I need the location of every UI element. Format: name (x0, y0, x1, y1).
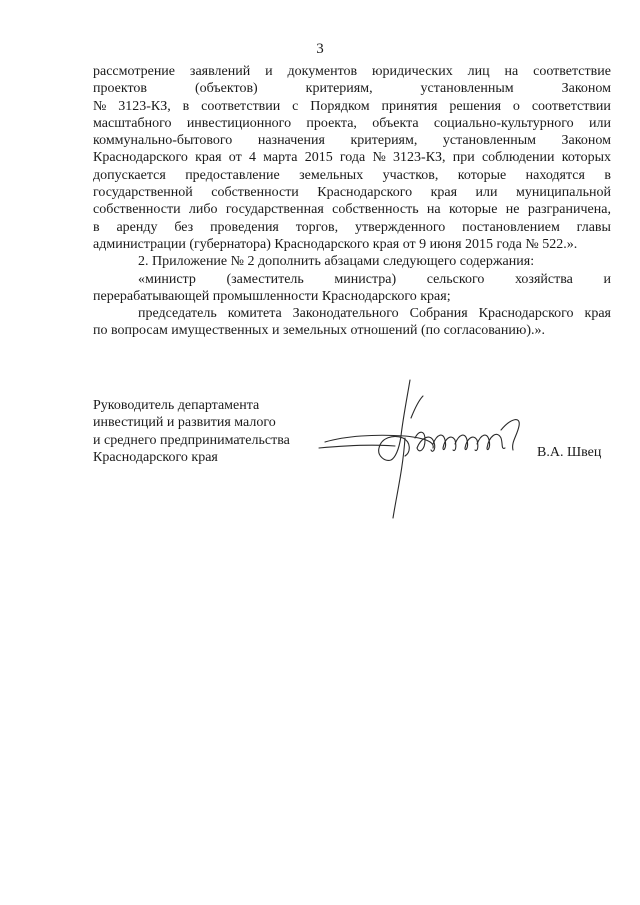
body-word: в (182, 98, 190, 114)
body-line (93, 201, 611, 218)
body-word: с (292, 98, 299, 114)
body-word: принятия (381, 98, 438, 114)
body-word: (заместитель (226, 271, 304, 287)
body-word: или (475, 185, 498, 201)
body-word: соответствие (533, 64, 611, 79)
body-word: социально-культурного (433, 115, 574, 131)
signer-title-line-3: и среднего предпринимательства (93, 432, 290, 448)
body-word: без (174, 219, 194, 235)
body-word: соблюдении (481, 150, 555, 166)
body-line (93, 253, 611, 270)
body-word: торгов, (295, 219, 339, 235)
signer-title-line-4: Краснодарского края (93, 450, 218, 466)
body-word: администрации (губернатора) Краснодарского края от 9 июня 2015 года № 522.». (93, 236, 578, 252)
document-body (93, 63, 611, 340)
body-word: лиц (467, 64, 490, 79)
body-word: по вопросам имущественных и земельных отношений (по согласованию).». (93, 323, 545, 339)
body-word: коммунально-бытового (93, 133, 233, 149)
body-word: не (505, 202, 520, 218)
handwritten-signature (315, 378, 540, 523)
body-word: собственности (93, 202, 181, 218)
body-word: проектов (93, 81, 148, 97)
body-word: соответствии (201, 98, 281, 114)
body-line (93, 305, 611, 322)
body-word: 4 (248, 150, 256, 166)
body-word: либо (188, 202, 218, 218)
body-word: инвестиционного (186, 115, 292, 131)
body-word: в (604, 167, 611, 183)
body-word: которые (448, 202, 498, 218)
body-word: проекта, (306, 115, 357, 131)
body-word: министра) (334, 271, 397, 287)
body-word: и (603, 271, 611, 287)
body-word: № (93, 98, 107, 114)
body-word: критериям, (305, 81, 373, 97)
body-word: Краснодарского (93, 150, 188, 166)
body-line (93, 167, 611, 184)
body-word: собственность (332, 202, 419, 218)
body-word: утвержденного (355, 219, 446, 235)
body-word: на (504, 64, 519, 79)
body-word: комитета (227, 306, 282, 322)
body-word: критериям, (350, 133, 418, 149)
body-word: соответствии (531, 98, 611, 114)
body-word: Краснодарского (317, 185, 413, 201)
body-word: Собрания (409, 306, 468, 322)
body-word: и (265, 64, 273, 79)
body-word: Законодательного (292, 306, 399, 322)
signer-title-line-1: Руководитель департамента (93, 398, 260, 413)
body-line (93, 63, 611, 80)
page-number: 3 (316, 41, 324, 57)
body-word: при (452, 150, 475, 166)
body-word: предоставление (185, 167, 280, 183)
body-word: от (228, 150, 242, 166)
body-word: 3123-КЗ, (393, 150, 446, 166)
body-line (93, 132, 611, 149)
body-word: (объектов) (195, 81, 258, 97)
body-word: разграничена, (527, 202, 611, 218)
body-word: 3123-КЗ, (118, 98, 171, 114)
body-word: 2. Приложение № 2 дополнить абзацами следующего содержания: (138, 254, 535, 270)
body-word: допускается (93, 167, 166, 183)
body-word: Порядком (310, 98, 370, 114)
body-word: в (93, 219, 100, 235)
body-word: № (372, 150, 386, 166)
body-line (93, 271, 611, 288)
body-word: государственной (93, 185, 193, 201)
body-word: Краснодарского (478, 306, 574, 322)
body-line (93, 115, 611, 132)
body-word: края (430, 185, 458, 201)
body-word: хозяйства (514, 271, 573, 287)
body-word: муниципальной (515, 185, 611, 201)
body-word: или (588, 115, 611, 131)
signer-name: В.А. Швец (537, 445, 602, 460)
body-word: документов (287, 64, 358, 79)
body-line (93, 149, 611, 166)
body-word: рассмотрение (93, 64, 176, 79)
body-word: объекта (372, 115, 419, 131)
body-word: установленным (420, 81, 514, 97)
body-word: 2015 (304, 150, 333, 166)
body-word: главы (576, 219, 611, 235)
body-word: участков, (382, 167, 439, 183)
body-line (93, 184, 611, 201)
body-word: постановлением (462, 219, 560, 235)
body-word: заявлений (189, 64, 251, 79)
body-word: года (339, 150, 366, 166)
body-word: Законом (561, 81, 611, 97)
body-word: председатель (138, 306, 217, 322)
body-word: находятся (525, 167, 585, 183)
body-line (93, 236, 611, 253)
body-word: края (195, 150, 222, 166)
body-word: Законом (561, 133, 611, 149)
signature-block (93, 397, 290, 467)
body-word: юридических (372, 64, 453, 79)
body-word: решения (449, 98, 502, 114)
body-word: марта (263, 150, 298, 166)
body-word: сельского (426, 271, 485, 287)
body-word: назначения (257, 133, 325, 149)
body-word: «министр (138, 271, 196, 287)
body-word: установленным (442, 133, 536, 149)
body-word: аренду (116, 219, 158, 235)
body-word: государственная (225, 202, 324, 218)
body-word: которых (561, 150, 611, 166)
body-word: о (512, 98, 520, 114)
body-word: масштабного (93, 115, 172, 131)
body-line (93, 98, 611, 115)
body-line (93, 288, 611, 305)
body-word: которые (457, 167, 507, 183)
body-word: перерабатывающей промышленности Краснодарского края; (93, 288, 451, 304)
body-word: на (426, 202, 441, 218)
body-line (93, 322, 611, 339)
body-word: края (584, 306, 611, 322)
body-line (93, 80, 611, 97)
body-line (93, 219, 611, 236)
body-word: собственности (211, 185, 299, 201)
body-word: проведения (210, 219, 279, 235)
body-word: земельных (299, 167, 364, 183)
signer-title-line-2: инвестиций и развития малого (93, 415, 276, 431)
